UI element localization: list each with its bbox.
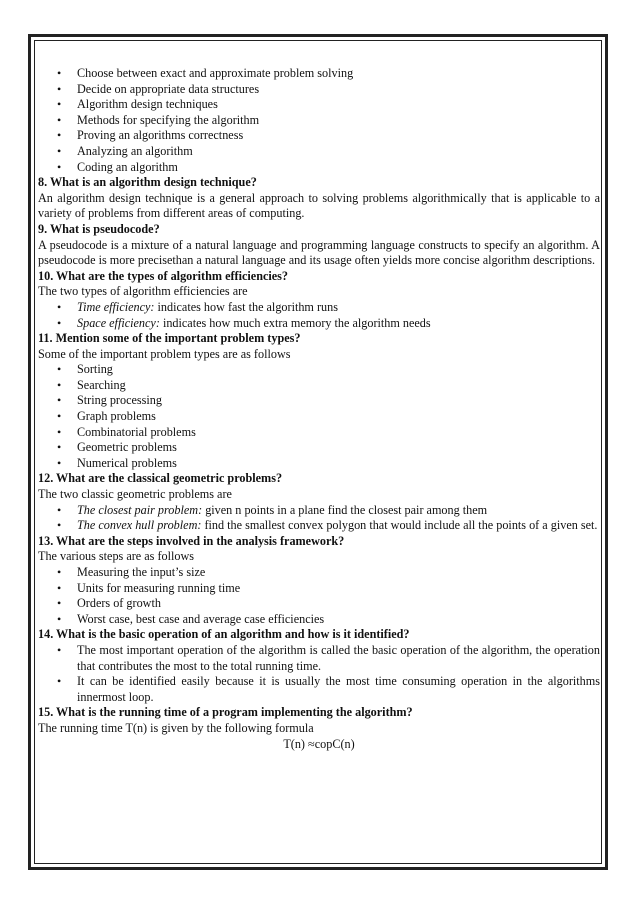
list-item: • Combinatorial problems bbox=[38, 425, 600, 441]
list-item: • Algorithm design techniques bbox=[38, 97, 600, 113]
list-item: • Graph problems bbox=[38, 409, 600, 425]
question-15-heading: 15. What is the running time of a program implementing the algorithm? bbox=[38, 705, 413, 720]
list-item: • Methods for specifying the algorithm bbox=[38, 113, 600, 129]
list-item: • It can be identified easily because it is usually the most time consuming operation in the algorithms innermost loop. bbox=[38, 674, 600, 705]
question-11-intro: Some of the important problem types are as follows bbox=[38, 346, 291, 361]
list-item: • Orders of growth bbox=[38, 596, 600, 612]
question-9-answer: A pseudocode is a mixture of a natural language and programming language constructs to specify an algorithm. A pseudocode is more precisethan a natural language and its usage often yields more concise algorithm descriptions. bbox=[38, 237, 600, 268]
question-10-heading: 10. What are the types of algorithm efficiencies? bbox=[38, 268, 289, 283]
question-13-heading: 13. What are the steps involved in the analysis framework? bbox=[38, 533, 345, 548]
question-10-intro: The two types of algorithm efficiencies are bbox=[38, 284, 248, 299]
list-item: • Searching bbox=[38, 378, 600, 394]
list-item: • Analyzing an algorithm bbox=[38, 144, 600, 160]
list-item: • Proving an algorithms correctness bbox=[38, 128, 600, 144]
efficiency-list bbox=[38, 300, 600, 331]
question-12-intro: The two classic geometric problems are bbox=[38, 487, 232, 502]
list-item: • Geometric problems bbox=[38, 440, 600, 456]
question-9-heading: 9. What is pseudocode? bbox=[38, 221, 160, 236]
definition: find the smallest convex polygon that would include all the points of a given set. bbox=[201, 518, 598, 533]
list-item bbox=[38, 316, 600, 332]
question-8-answer: An algorithm design technique is a general approach to solving problems algorithmically that is applicable to a variety of problems from different areas of computing. bbox=[38, 190, 600, 221]
list-item: • Measuring the input’s size bbox=[38, 565, 600, 581]
list-item: • Worst case, best case and average case efficiencies bbox=[38, 612, 600, 628]
bullet-list-top bbox=[38, 66, 600, 175]
definition: indicates how much extra memory the algorithm needs bbox=[159, 315, 431, 330]
list-item: • The most important operation of the algorithm is called the basic operation of the algorithm, the operation that contributes the most to the total running time. bbox=[38, 643, 600, 674]
basic-operation-list bbox=[38, 643, 600, 705]
question-13-intro: The various steps are as follows bbox=[38, 549, 195, 564]
question-15-intro: The running time T(n) is given by the following formula bbox=[38, 720, 314, 735]
question-12-heading: 12. What are the classical geometric problems? bbox=[38, 471, 283, 486]
problem-types-list bbox=[38, 362, 600, 471]
list-item: • Numerical problems bbox=[38, 456, 600, 472]
list-item: • String processing bbox=[38, 393, 600, 409]
running-time-formula: T(n) ≈copC(n) bbox=[283, 736, 355, 751]
term: The closest pair problem: bbox=[77, 502, 203, 517]
list-item bbox=[38, 518, 600, 534]
list-item: • Choose between exact and approximate problem solving bbox=[38, 66, 600, 82]
list-item: • Decide on appropriate data structures bbox=[38, 82, 600, 98]
list-item bbox=[38, 503, 600, 519]
list-item: • Units for measuring running time bbox=[38, 581, 600, 597]
definition: indicates how fast the algorithm runs bbox=[154, 299, 338, 314]
list-item bbox=[38, 300, 600, 316]
geometric-problems-list bbox=[38, 503, 600, 534]
term: The convex hull problem: bbox=[77, 518, 202, 533]
analysis-steps-list bbox=[38, 565, 600, 627]
term: Space efficiency: bbox=[77, 315, 160, 330]
list-item: • Coding an algorithm bbox=[38, 160, 600, 176]
document-body bbox=[38, 66, 600, 752]
list-item: • Sorting bbox=[38, 362, 600, 378]
question-11-heading: 11. Mention some of the important problem types? bbox=[38, 331, 301, 346]
question-14-heading: 14. What is the basic operation of an algorithm and how is it identified? bbox=[38, 627, 410, 642]
definition: given n points in a plane find the closest pair among them bbox=[202, 502, 488, 517]
term: Time efficiency: bbox=[77, 299, 155, 314]
question-8-heading: 8. What is an algorithm design technique? bbox=[38, 175, 257, 190]
